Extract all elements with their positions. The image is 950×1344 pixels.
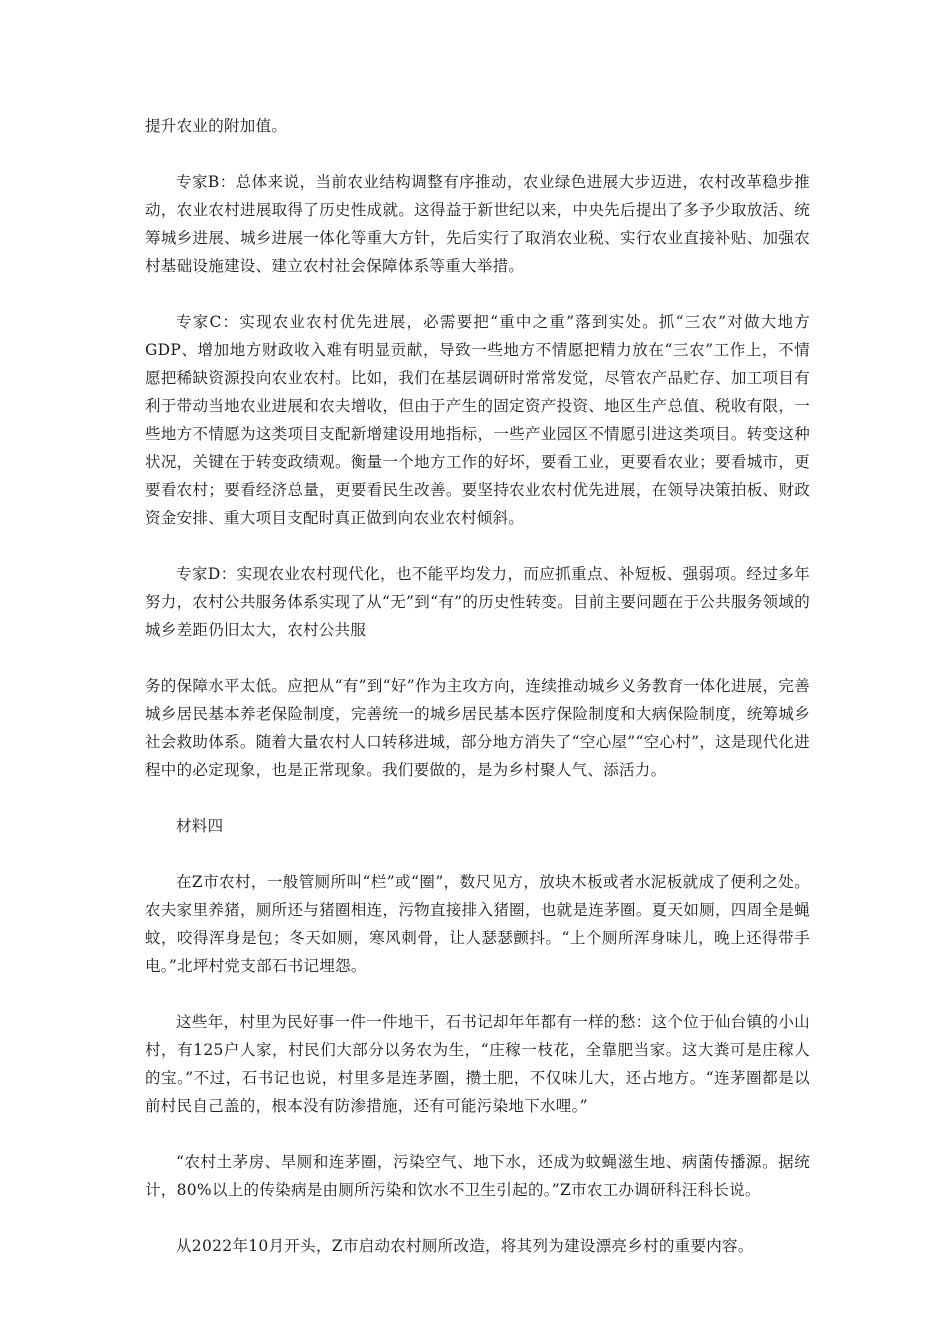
paragraph-continuation: 提升农业的附加值。 — [145, 117, 288, 135]
paragraph-pollution-statistics: “农村土茅房、旱厕和连茅圈，污染空气、地下水，还成为蚊蝇滋生地、病菌传播源。据统计，80%以上的传染病是由厕所污染和饮水不卫生引起的。”Z市农工办调研科汪科长说。 — [145, 1153, 810, 1199]
paragraph-village-toilets: 在Z市农村，一般管厕所叫“栏”或“圈”，数尺见方，放块木板或者水泥板就成了便利之处。农夫家里养猪，厕所还与猪圈相连，污物直接排入猪圈，也就是连茅圈。夏天如厕，四周全是蝇蚊，咬得浑身是包；冬天如厕，寒风刺骨，让人瑟瑟颤抖。“上个厕所浑身味儿，晚上还得带手电。”北坪村党支部石书记埋怨。 — [145, 873, 810, 975]
paragraph-expert-c: 专家C：实现农业农村优先进展，必需要把“重中之重”落到实处。抓“三农”对做大地方GDP、增加地方财政收入难有明显贡献，导致一些地方不情愿把精力放在“三农”工作上，不情愿把稀缺资源投向农业农村。比如，我们在基层调研时常常发觉，尽管农产品贮存、加工项目有利于带动当地农业进展和农夫增收，但由于产生的固定资产投资、地区生产总值、税收有限，一些地方不情愿为这类项目支配新增建设用地指标，一些产业园区不情愿引进这类项目。转变这种状况，关键在于转变政绩观。衡量一个地方工作的好坏，要看工业，更要看农业；要看城市，更要看农村；要看经济总量，更要看民生改善。要坚持农业农村优先进展，在领导决策拍板、财政资金安排、重大项目支配时真正做到向农业农村倾斜。 — [145, 313, 810, 527]
paragraph-secretary-worry: 这些年，村里为民好事一件一件地干，石书记却年年都有一样的愁：这个位于仙台镇的小山村，有125户人家，村民们大部分以务农为生，“庄稼一枝花，全靠肥当家。这大粪可是庄稼人的宝。”不过，石书记也说，村里多是连茅圈，攒土肥，不仅味儿大，还占地方。“连茅圈都是以前村民自己盖的，根本没有防渗措施，还有可能污染地下水哩。” — [145, 1013, 810, 1115]
paragraph-expert-d: 专家D：实现农业农村现代化，也不能平均发力，而应抓重点、补短板、强弱项。经过多年努力，农村公共服务体系实现了从“无”到“有”的历史性转变。目前主要问题在于公共服务领域的城乡差距仍旧太大，农村公共服 — [145, 565, 810, 639]
document-body — [145, 112, 810, 1288]
section-heading-material-four: 材料四 — [176, 817, 224, 835]
paragraph-toilet-reform-start: 从2022年10月开头，Z市启动农村厕所改造，将其列为建设漂亮乡村的重要内容。 — [176, 1237, 754, 1255]
paragraph-expert-b: 专家B：总体来说，当前农业结构调整有序推动，农业绿色进展大步迈进，农村改革稳步推动，农业农村进展取得了历史性成就。这得益于新世纪以来，中央先后提出了多予少取放活、统筹城乡进展、城乡进展一体化等重大方针，先后实行了取消农业税、实行农业直接补贴、加强农村基础设施建设、建立农村社会保障体系等重大举措。 — [145, 173, 810, 275]
paragraph-expert-d-continued: 务的保障水平太低。应把从“有”到“好”作为主攻方向，连续推动城乡义务教育一体化进展，完善城乡居民基本养老保险制度，完善统一的城乡居民基本医疗保险制度和大病保险制度，统筹城乡社会救助体系。随着大量农村人口转移进城，部分地方消失了“空心屋”“空心村”，这是现代化进程中的必定现象，也是正常现象。我们要做的，是为乡村聚人气、添活力。 — [145, 677, 810, 779]
